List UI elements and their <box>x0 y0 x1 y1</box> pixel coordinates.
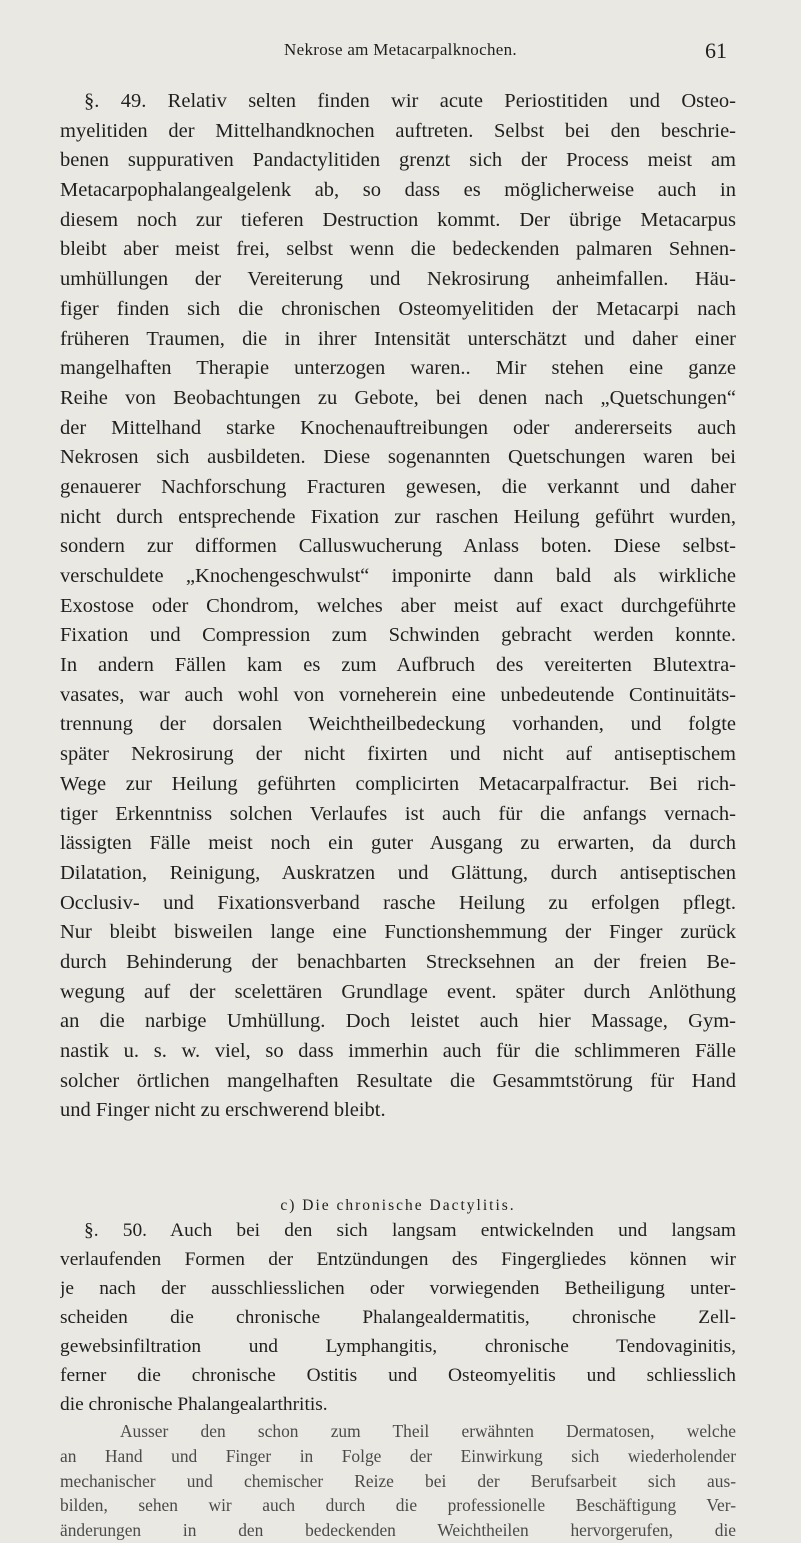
running-title: Nekrose am Metacarpalknochen. <box>284 40 517 59</box>
text-line: und Finger nicht zu erschwerend bleibt. <box>60 1099 386 1122</box>
text-line: verschuldete „Knochengeschwulst“ imponirte dann bald als wirkliche <box>60 565 736 587</box>
text-line: vasates, war auch wohl von vorneherein eine unbedeutende Continuitäts- <box>60 683 736 706</box>
text-line: an Hand und Finger in Folge der Einwirkung sich wiederholender <box>60 1445 736 1466</box>
text-line: Reihe von Beobachtungen zu Gebote, bei denen nach „Quetschungen“ <box>60 386 736 409</box>
running-head <box>0 40 801 80</box>
text-line: lässigten Fälle meist noch ein guter Ausgang zu erwarten, da durch <box>60 832 736 855</box>
text-line: benen suppurativen Pandactylitiden grenzt sich der Process meist am <box>60 149 736 172</box>
text-line: die chronische Phalangealarthritis. <box>60 1394 328 1416</box>
text-line: nastik u. s. w. viel, so dass immerhin auch für die schlimmeren Fälle <box>60 1040 736 1062</box>
text-line: sondern zur difformen Calluswucherung Anlass boten. Diese selbst- <box>60 535 736 558</box>
paragraph-continuation <box>60 1419 736 1543</box>
text-line: diesem noch zur tieferen Destruction kommt. Der übrige Metacarpus <box>60 208 736 231</box>
text-line: scheiden die chronische Phalangealdermatitis, chronische Zell- <box>60 1307 736 1329</box>
text-line: bleibt aber meist frei, selbst wenn die bedeckenden palmaren Sehnen- <box>60 238 736 261</box>
text-line: Occlusiv- und Fixationsverband rasche Heilung zu erfolgen pflegt. <box>60 891 736 914</box>
text-line: myelitiden der Mittelhandknochen auftreten. Selbst bei den beschrie- <box>60 119 736 142</box>
text-line: umhüllungen der Vereiterung und Nekrosirung anheimfallen. Häu- <box>60 268 736 291</box>
text-line: je nach der ausschliesslichen oder vorwiegenden Betheiligung unter- <box>60 1278 736 1300</box>
section-heading: c) Die chronische Dactylitis. <box>280 1197 516 1215</box>
text-line: genauerer Nachforschung Fracturen gewesen, die verkannt und daher <box>60 475 736 498</box>
text-line: änderungen in den bedeckenden Weichtheilen hervorgerufen, die <box>60 1520 736 1541</box>
paragraph-50 <box>60 1216 736 1419</box>
text-line: verlaufenden Formen der Entzündungen des Fingergliedes können wir <box>60 1249 736 1271</box>
text-line: wegung auf der scelettären Grundlage event. später durch Anlöthung <box>60 980 736 1003</box>
text-line: Fixation und Compression zum Schwinden gebracht werden konnte. <box>60 624 736 647</box>
text-line: tiger Erkenntniss solchen Verlaufes ist auch für die anfangs vernach- <box>60 802 736 825</box>
text-line: der Mittelhand starke Knochenauftreibungen oder andererseits auch <box>60 416 736 439</box>
text-line: Nekrosen sich ausbildeten. Diese sogenannten Quetschungen waren bei <box>60 446 736 469</box>
paragraph-49 <box>60 87 736 1126</box>
text-line: solcher örtlichen mangelhaften Resultate die Gesammtstörung für Hand <box>60 1069 736 1092</box>
text-line: mangelhaften Therapie unterzogen waren.. Mir stehen eine ganze <box>60 357 736 380</box>
text-line: figer finden sich die chronischen Osteomyelitiden der Metacarpi nach <box>60 297 736 320</box>
body-text <box>60 87 736 1543</box>
page-number: 61 <box>705 38 727 63</box>
text-line: früheren Traumen, die in ihrer Intensität unterschätzt und daher einer <box>60 327 736 350</box>
text-line: an die narbige Umhüllung. Doch leistet auch hier Massage, Gym- <box>60 1010 736 1033</box>
text-line: bilden, sehen wir auch durch die professionelle Beschäftigung Ver- <box>60 1495 736 1516</box>
text-line: Dilatation, Reinigung, Auskratzen und Glättung, durch antiseptischen <box>60 861 736 884</box>
text-line: §. 49. Relativ selten finden wir acute Periostitiden und Osteo- <box>84 90 736 112</box>
text-line: §. 50. Auch bei den sich langsam entwickelnden und langsam <box>84 1220 736 1242</box>
text-line: ferner die chronische Ostitis und Osteomyelitis und schliesslich <box>60 1365 736 1387</box>
text-line: Wege zur Heilung geführten complicirten Metacarpalfractur. Bei rich- <box>60 772 736 795</box>
text-line: In andern Fällen kam es zum Aufbruch des vereiterten Blutextra- <box>60 654 736 677</box>
text-line: nicht durch entsprechende Fixation zur raschen Heilung geführt wurden, <box>60 505 736 528</box>
text-line: durch Behinderung der benachbarten Strecksehnen an der freien Be- <box>60 950 736 973</box>
text-line: später Nekrosirung der nicht fixirten und nicht auf antiseptischem <box>60 743 736 766</box>
text-line: trennung der dorsalen Weichtheilbedeckung vorhanden, und folgte <box>60 713 736 736</box>
text-line: mechanischer und chemischer Reize bei der Berufsarbeit sich aus- <box>60 1470 736 1491</box>
text-line: Exostose oder Chondrom, welches aber meist auf exact durchgeführte <box>60 594 736 617</box>
text-line: Ausser den schon zum Theil erwähnten Dermatosen, welche <box>120 1421 736 1442</box>
text-line: gewebsinfiltration und Lymphangitis, chronische Tendovaginitis, <box>60 1336 736 1358</box>
text-line: Metacarpophalangealgelenk ab, so dass es möglicherweise auch in <box>60 179 736 202</box>
text-line: Nur bleibt bisweilen lange eine Functionshemmung der Finger zurück <box>60 921 736 944</box>
